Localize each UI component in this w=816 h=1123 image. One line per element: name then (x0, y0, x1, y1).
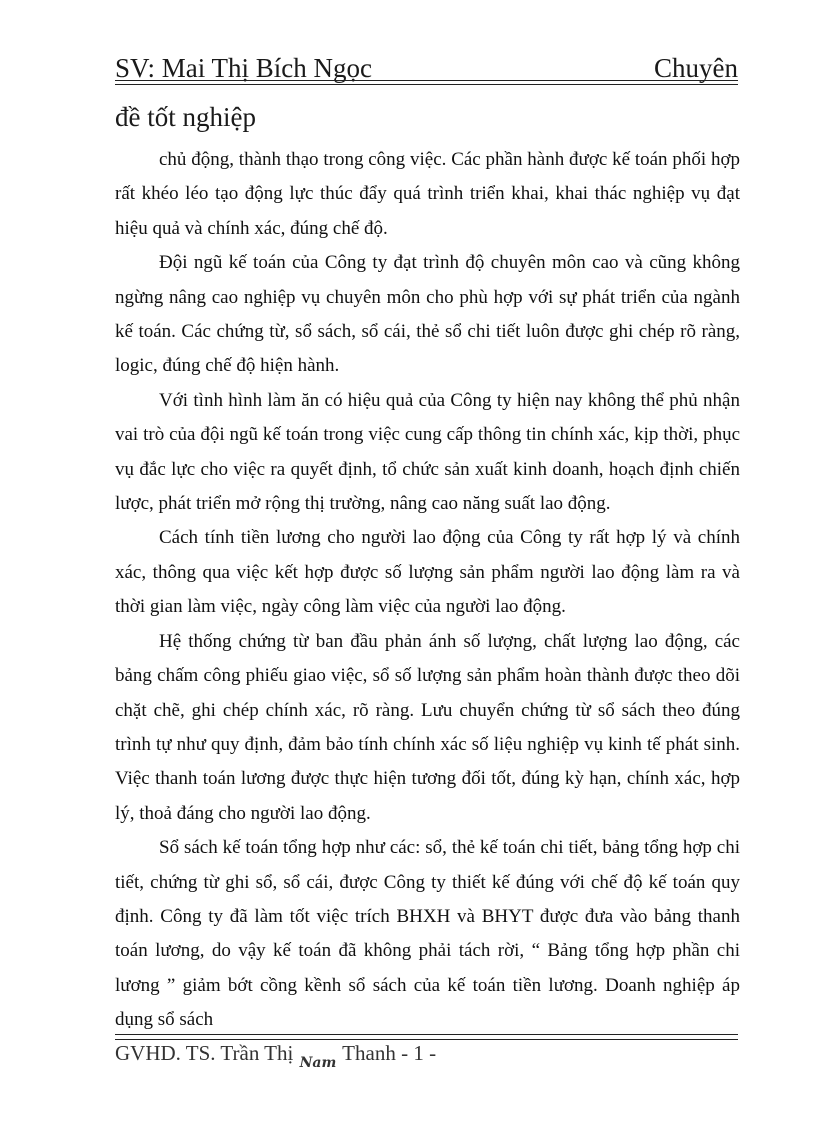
header-rule-bottom (115, 84, 738, 85)
body-text (115, 143, 740, 1038)
paragraph: Đội ngũ kế toán của Công ty đạt trình độ chuyên môn cao và cũng không ngừng nâng cao nghiệp vụ chuyên môn cho phù hợp với sự phát triển của ngành kế toán. Các chứng từ, sổ sách, sổ cái, thẻ sổ chi tiết luôn được ghi chép rõ ràng, logic, đúng chế độ hiện hành. (115, 252, 740, 377)
footer-rule-top (115, 1034, 738, 1035)
footer-advisor-prefix: GVHD. TS. Trần Thị (115, 1041, 294, 1065)
paragraph: Sổ sách kế toán tổng hợp như các: sổ, thẻ kế toán chi tiết, bảng tổng hợp chi tiết, chứng từ ghi sổ, sổ cái, được Công ty thiết kế đúng với chế độ kế toán quy định. Công ty đã làm tốt việc trích BHXH và BHYT được đưa vào bảng thanh toán lương, do vậy kế toán đã không phải tách rời, “ Bảng tổng hợp phần chi lương ” giảm bớt cồng kềnh sổ sách của kế toán tiền lương. Doanh nghiệp áp dụng sổ sách (115, 837, 740, 1031)
footer-advisor-suffix: Thanh (342, 1041, 396, 1065)
paragraph: Với tình hình làm ăn có hiệu quả của Công ty hiện nay không thể phủ nhận vai trò của đội ngũ kế toán trong việc cung cấp thông tin chính xác, kịp thời, phục vụ đắc lực cho việc ra quyết định, tổ chức sản xuất kinh doanh, hoạch định chiến lược, phát triển mở rộng thị trường, nâng cao năng suất lao động. (115, 389, 740, 515)
paragraph: Hệ thống chứng từ ban đầu phản ánh số lượng, chất lượng lao động, các bảng chấm công phiếu giao việc, sổ số lượng sản phẩm hoàn thành được theo dõi chặt chẽ, ghi chép chính xác, rõ ràng. Lưu chuyển chứng từ sổ sách theo đúng trình tự như quy định, đảm bảo tính chính xác số liệu nghiệp vụ kinh tế phát sinh. Việc thanh toán lương được thực hiện tương đối tốt, đúng kỳ hạn, chính xác, hợp lý, thoả đáng cho người lao động. (115, 630, 740, 824)
header-rule-top (115, 80, 738, 81)
page-number: - 1 - (401, 1041, 437, 1065)
footer-advisor-script-word: Nam (299, 1055, 337, 1071)
paragraph: chủ động, thành thạo trong công việc. Các phần hành được kế toán phối hợp rất khéo léo tạo động lực thúc đẩy quá trình triển khai, khai thác nghiệp vụ đạt hiệu quả và chính xác, đúng chế độ. (115, 149, 740, 239)
header-title-continuation: đề tốt nghiệp (115, 102, 256, 132)
page-footer (115, 1039, 436, 1070)
header-student-name: SV: Mai Thị Bích Ngọc (115, 53, 372, 83)
paragraph: Cách tính tiền lương cho người lao động của Công ty rất hợp lý và chính xác, thông qua việc kết hợp được số lượng sản phẩm người lao động làm ra và thời gian làm việc, ngày công làm việc của người lao động. (115, 527, 740, 618)
header-title-start: Chuyên (654, 53, 738, 83)
